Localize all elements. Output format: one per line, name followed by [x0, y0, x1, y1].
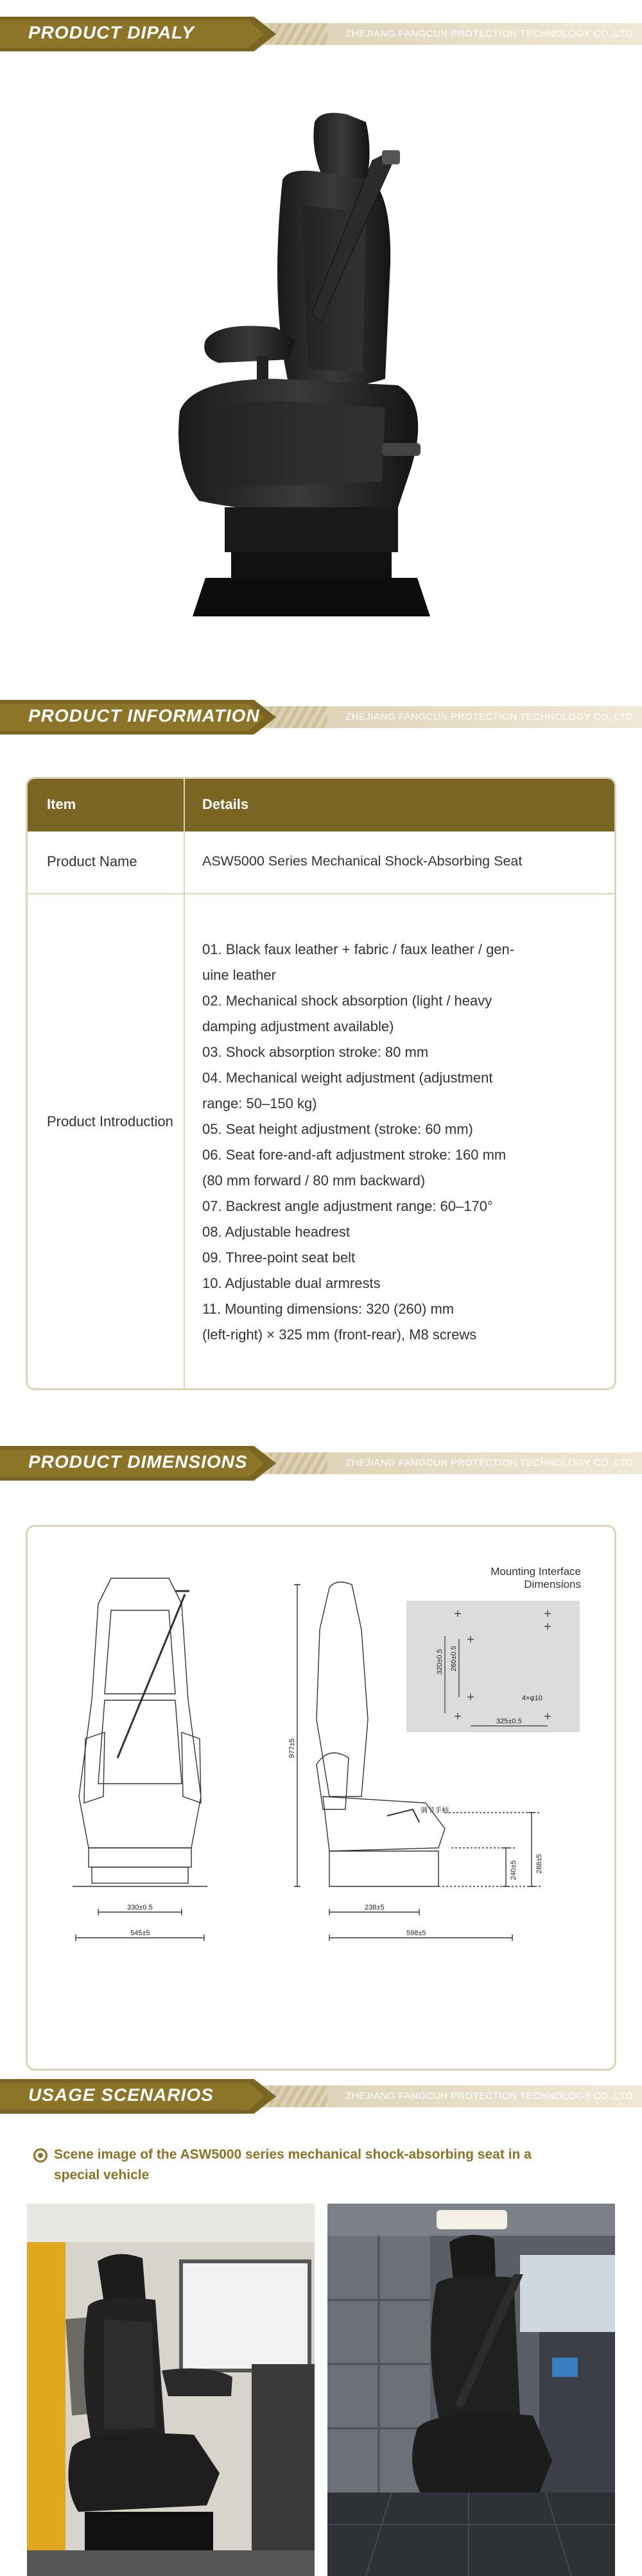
- base-height-dim-2: 288±5: [535, 1854, 543, 1874]
- column-header-item: Item: [47, 796, 76, 812]
- handle-label: 调节手柄: [421, 1807, 449, 1815]
- intro-list: [202, 937, 600, 1348]
- product-info-table: [26, 777, 616, 1390]
- company-name: ZHEJIANG FANGCUN PROTECTION TECHNOLOGY CO.,LTD: [345, 711, 633, 722]
- list-item: 07. Backrest angle adjustment range: 60–170°: [202, 1198, 493, 1214]
- mount-width-dim: 325±0.5: [496, 1718, 522, 1725]
- mounting-interface-label: Mounting Interface Dimensions: [490, 1565, 581, 1590]
- list-item: 01. Black faux leather + fabric / faux leather / gen- uine leather: [202, 941, 515, 983]
- section-title: USAGE SCENARIOS: [28, 2085, 214, 2105]
- company-name: ZHEJIANG FANGCUN PROTECTION TECHNOLOGY CO.,LTD: [345, 28, 633, 39]
- company-name: ZHEJIANG FANGCUN PROTECTION TECHNOLOGY CO.,LTD: [345, 1458, 633, 1468]
- section-title: PRODUCT INFORMATION: [28, 706, 260, 726]
- table-cell-item: Product Name: [47, 853, 137, 869]
- list-item: 04. Mechanical weight adjustment (adjustment range: 50–150 kg): [202, 1070, 493, 1111]
- side-outer-depth-dim: 598±5: [406, 1929, 426, 1937]
- overall-height-dim: 977±5: [288, 1738, 296, 1758]
- usage-caption: Scene image of the ASW5000 series mechanical shock-absorbing seat in a special vehicle: [54, 2147, 532, 2182]
- product-seat-image: [128, 109, 488, 648]
- mount-screw-dim: 4×φ10: [522, 1694, 542, 1702]
- column-header-details: Details: [202, 796, 249, 812]
- table-cell-details: ASW5000 Series Mechanical Shock-Absorbing Seat: [202, 853, 523, 869]
- section-title: PRODUCT DIPALY: [28, 22, 195, 42]
- technical-drawing: [28, 1527, 614, 2069]
- list-item: 03. Shock absorption stroke: 80 mm: [202, 1044, 429, 1060]
- section-header-dimensions: [0, 1443, 642, 1483]
- mount-height-dim-1: 320±0.5: [436, 1649, 444, 1675]
- scene-photo-truck-cab: [27, 2204, 315, 2576]
- section-title: PRODUCT DIMENSIONS: [28, 1452, 248, 1472]
- table-cell-item: Product Introduction: [47, 1113, 173, 1129]
- base-height-dim-1: 240±5: [510, 1860, 517, 1880]
- list-item: 06. Seat fore-and-aft adjustment stroke: 160 mm (80 mm forward / 80 mm backward): [202, 1147, 507, 1188]
- mount-height-dim-2: 260±0.5: [450, 1646, 458, 1671]
- section-header-information: [0, 697, 642, 737]
- list-item: 10. Adjustable dual armrests: [202, 1275, 381, 1291]
- list-item: 08. Adjustable headrest: [202, 1224, 350, 1240]
- section-header-display: [0, 14, 642, 54]
- table-header: [28, 779, 614, 831]
- bullet-icon: [33, 2148, 48, 2163]
- list-item: 02. Mechanical shock absorption (light / heavy damping adjustment available): [202, 993, 492, 1034]
- scene-photo-special-vehicle: [327, 2204, 615, 2576]
- list-item: 11. Mounting dimensions: 320 (260) mm (left-right) × 325 mm (front-rear), M8 screws: [202, 1301, 477, 1343]
- front-outer-width-dim: 545±5: [130, 1929, 150, 1937]
- list-item: 05. Seat height adjustment (stroke: 60 mm): [202, 1121, 473, 1137]
- side-inner-depth-dim: 238±5: [365, 1904, 385, 1911]
- front-inner-width-dim: 330±0.5: [127, 1904, 153, 1911]
- section-header-usage: [0, 2076, 642, 2116]
- dimensions-drawing-panel: [26, 1525, 616, 2071]
- company-name: ZHEJIANG FANGCUN PROTECTION TECHNOLOGY CO.,LTD: [345, 2091, 633, 2102]
- list-item: 09. Three-point seat belt: [202, 1249, 356, 1266]
